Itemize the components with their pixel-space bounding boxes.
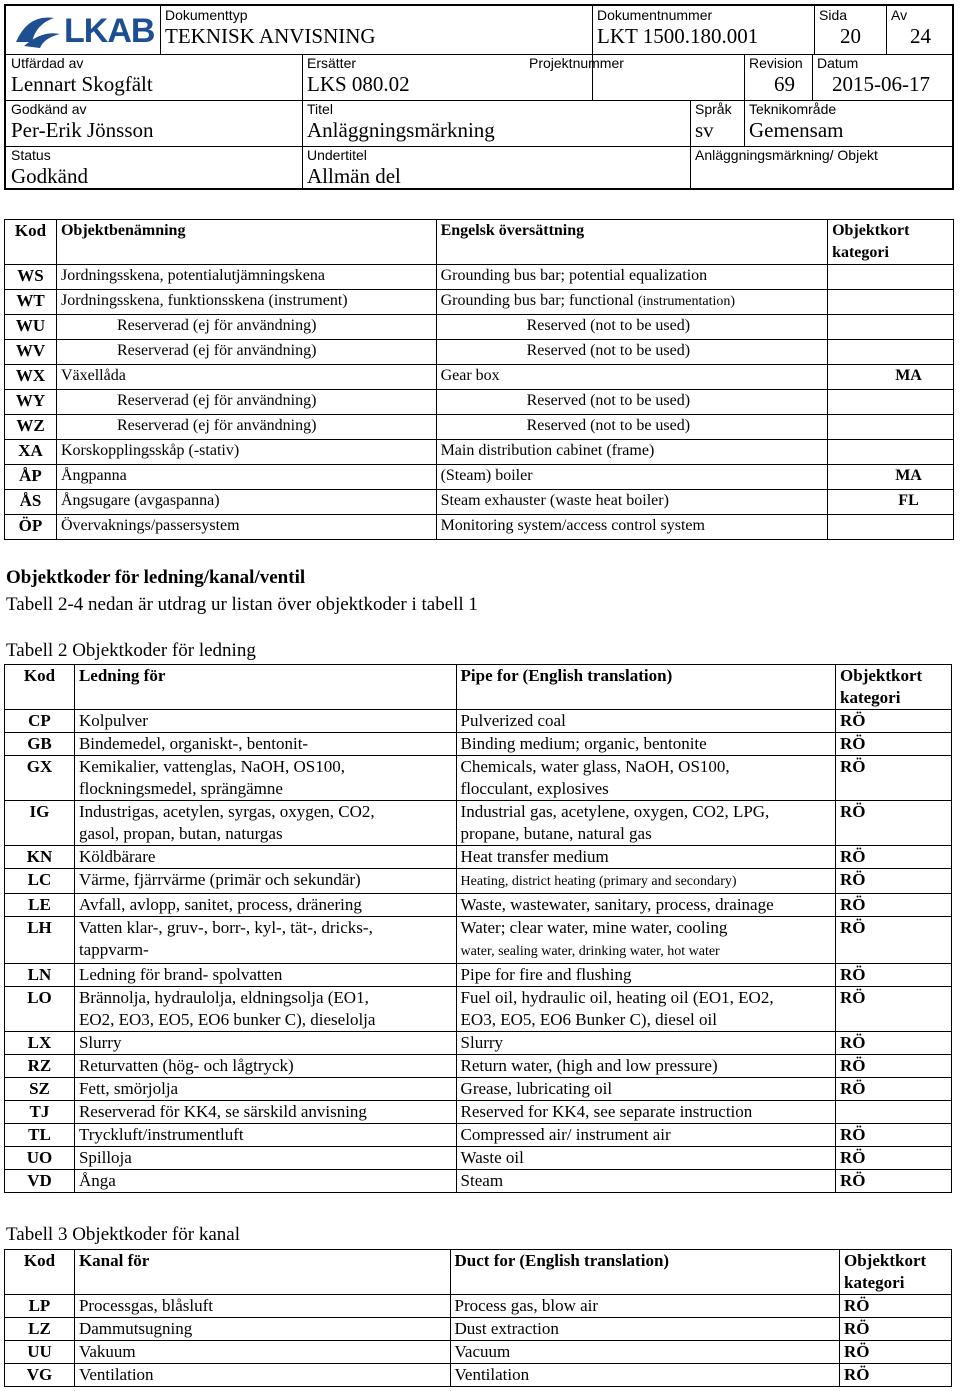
row-en — [456, 710, 835, 733]
table-row — [5, 1341, 952, 1364]
row-en — [456, 1078, 835, 1101]
table3-header-row — [5, 1250, 952, 1295]
subtitle-label: Undertitel — [307, 147, 367, 163]
row-en — [456, 1147, 835, 1170]
of-value: 24 — [910, 24, 931, 48]
row-kat — [828, 340, 954, 365]
table-row — [5, 964, 952, 987]
header-objektkort-line1: Objektkort — [832, 222, 910, 239]
row-kat — [828, 390, 954, 415]
row-sv-line: Industrigas, acetylen, syrgas, oxygen, CO2, — [78, 802, 375, 821]
row-code: XA — [5, 440, 57, 465]
row-en-line: Waste, wastewater, sanitary, process, drainage — [460, 895, 774, 914]
row-en — [456, 733, 835, 756]
table-row — [5, 415, 954, 440]
date-cell — [812, 54, 952, 100]
row-code: RZ — [5, 1055, 75, 1078]
row-en-line: Binding medium; organic, bentonite — [460, 734, 707, 753]
row-code: LE — [5, 894, 75, 917]
row-sv-line: Avfall, avlopp, sanitet, process, dränering — [78, 895, 362, 914]
row-en: Vacuum — [450, 1341, 840, 1364]
row-code: WS — [5, 265, 57, 290]
row-sv: Korskopplingsskåp (-stativ) — [56, 440, 436, 465]
table-row — [5, 1101, 952, 1124]
status-label: Status — [11, 147, 51, 163]
row-kat: RÖ — [836, 964, 952, 987]
row-sv: Reserverad (ej för användning) — [56, 415, 436, 440]
row-sv — [74, 801, 456, 846]
row-code: ÖP — [5, 515, 57, 540]
page-label: Sida — [819, 7, 848, 23]
row-en-line: Heating, district heating (primary and secondary) — [460, 874, 737, 889]
row-sv: Övervaknings/passersystem — [56, 515, 436, 540]
table3-caption: Tabell 3 Objektkoder för kanal — [6, 1224, 240, 1245]
table-row — [5, 987, 952, 1032]
row-code: VG — [5, 1364, 75, 1387]
row-code: WT — [5, 290, 57, 315]
lkab-logo — [14, 12, 164, 50]
row-sv-line: Brännolja, hydraulolja, eldningsolja (EO1, — [78, 988, 369, 1007]
title-cell — [302, 100, 690, 146]
row-en-line: water, sealing water, drinking water, hot water — [460, 944, 720, 959]
row-sv-line: EO2, EO3, EO5, EO6 bunker C), dieselolja — [78, 1010, 376, 1029]
row-en: Main distribution cabinet (frame) — [436, 440, 828, 465]
row-en — [456, 894, 835, 917]
header-ledning: Ledning för — [74, 665, 456, 710]
row-kat: RÖ — [836, 801, 952, 846]
row-sv-line: Slurry — [78, 1033, 122, 1052]
row-sv — [74, 846, 456, 869]
row-kat: RÖ — [836, 1124, 952, 1147]
row-code: ÅP — [5, 465, 57, 490]
section-heading: Objektkoder för ledning/kanal/ventil — [6, 567, 306, 588]
subtitle-cell — [302, 146, 690, 188]
header-kod: Kod — [5, 220, 57, 265]
row-sv-line: Bindemedel, organiskt-, bentonit- — [78, 734, 309, 753]
table-row — [5, 315, 954, 340]
row-code: GB — [5, 733, 75, 756]
row-en: Steam exhauster (waste heat boiler) — [436, 490, 828, 515]
row-code: SZ — [5, 1078, 75, 1101]
table-row — [5, 894, 952, 917]
tech-area-value: Gemensam — [749, 118, 844, 142]
row-en-line: Reserved for KK4, see separate instruction — [460, 1102, 753, 1121]
row-en — [456, 1170, 835, 1193]
row-kat: RÖ — [836, 917, 952, 964]
row-code: ÅS — [5, 490, 57, 515]
row-kat: RÖ — [836, 733, 952, 756]
table-row — [5, 1147, 952, 1170]
row-sv: Ventilation — [74, 1364, 450, 1387]
row-sv: Vakuum — [74, 1341, 450, 1364]
table-row — [5, 440, 954, 465]
row-en-line: Industrial gas, acetylene, oxygen, CO2, LPG, — [460, 802, 770, 821]
row-kat — [828, 315, 954, 340]
table-row — [5, 1170, 952, 1193]
header-kod: Kod — [5, 1250, 75, 1295]
language-value: sv — [695, 118, 714, 142]
replaces-value: LKS 080.02 — [307, 72, 410, 96]
row-en — [456, 1055, 835, 1078]
row-en-line: propane, butane, natural gas — [460, 824, 652, 843]
row-sv — [74, 1147, 456, 1170]
approved-by-cell — [6, 100, 302, 146]
header-objektkort — [840, 1250, 952, 1295]
row-en-line: Return water, (high and low pressure) — [460, 1056, 718, 1075]
row-sv: Växellåda — [56, 365, 436, 390]
table2-header-row — [5, 665, 952, 710]
row-code: LX — [5, 1032, 75, 1055]
doc-type-label: Dokumenttyp — [165, 7, 248, 23]
page-cell — [814, 6, 886, 54]
row-sv: Reserverad (ej för användning) — [56, 315, 436, 340]
row-sv: Ångsugare (avgaspanna) — [56, 490, 436, 515]
row-en — [456, 1032, 835, 1055]
replaces-label: Ersätter — [307, 55, 357, 71]
document-header — [4, 4, 954, 190]
row-sv — [74, 1078, 456, 1101]
object-code-table — [4, 219, 954, 540]
row-sv — [74, 917, 456, 964]
row-sv-line: Ånga — [78, 1171, 116, 1190]
row-kat: RÖ — [840, 1318, 952, 1341]
header-kod: Kod — [5, 665, 75, 710]
row-sv: Ångpanna — [56, 465, 436, 490]
row-sv — [74, 756, 456, 801]
table-row — [5, 917, 952, 964]
row-sv: Dammutsugning — [74, 1318, 450, 1341]
row-kat — [828, 515, 954, 540]
row-en-line: Grease, lubricating oil — [460, 1079, 613, 1098]
row-kat: RÖ — [840, 1341, 952, 1364]
table-row — [5, 265, 954, 290]
doc-number-label: Dokumentnummer — [597, 7, 713, 23]
row-en: Reserved (not to be used) — [436, 415, 828, 440]
row-sv-line: Köldbärare — [78, 847, 156, 866]
row-en — [456, 756, 835, 801]
header-objektbenamning: Objektbenämning — [56, 220, 436, 265]
table-row — [5, 733, 952, 756]
table-row — [5, 490, 954, 515]
row-code: LN — [5, 964, 75, 987]
row-code: GX — [5, 756, 75, 801]
row-en — [436, 290, 828, 315]
tech-area-cell — [744, 100, 952, 146]
date-label: Datum — [817, 55, 859, 71]
area-path-value: Anläggningsmärkning/ Objekt — [695, 147, 878, 163]
row-sv-line: Reserverad för KK4, se särskild anvisning — [78, 1102, 367, 1121]
row-kat — [828, 265, 954, 290]
row-en — [456, 801, 835, 846]
row-kat: RÖ — [840, 1364, 952, 1387]
row-sv — [74, 1170, 456, 1193]
header-objektkort-line2: kategori — [832, 244, 889, 261]
project-number-label: Projektnummer — [529, 55, 624, 71]
row-kat: RÖ — [836, 1147, 952, 1170]
row-sv-line: Kemikalier, vattenglas, NaOH, OS100, — [78, 757, 346, 776]
doc-type-cell — [160, 6, 592, 54]
row-sv — [74, 987, 456, 1032]
row-kat: RÖ — [836, 1078, 952, 1101]
row-en — [456, 1101, 835, 1124]
header-objektkort-line2: kategori — [840, 688, 901, 707]
row-sv-line: gasol, propan, butan, naturgas — [78, 824, 283, 843]
row-en — [456, 964, 835, 987]
row-en — [456, 987, 835, 1032]
row-en: Process gas, blow air — [450, 1295, 840, 1318]
row-sv — [74, 894, 456, 917]
row-sv: Jordningsskena, funktionsskena (instrument) — [56, 290, 436, 315]
row-sv — [74, 869, 456, 894]
title-value: Anläggningsmärkning — [307, 118, 495, 142]
header-duct: Duct for (English translation) — [450, 1250, 840, 1295]
row-en — [456, 917, 835, 964]
table-row — [5, 390, 954, 415]
header-engelsk: Engelsk översättning — [436, 220, 828, 265]
row-en-line: EO3, EO5, EO6 Bunker C), diesel oil — [460, 1010, 717, 1029]
table-row — [5, 1032, 952, 1055]
doc-type-value: TEKNISK ANVISNING — [165, 24, 376, 48]
date-value: 2015-06-17 — [832, 72, 930, 96]
doc-number-value: LKT 1500.180.001 — [597, 24, 759, 48]
row-code: IG — [5, 801, 75, 846]
row-sv-line: Vatten klar-, gruv-, borr-, kyl-, tät-, dricks-, — [78, 918, 373, 937]
row-sv: Jordningsskena, potentialutjämningskena — [56, 265, 436, 290]
header-objektkort-line2: kategori — [844, 1273, 905, 1292]
row-kat — [828, 415, 954, 440]
row-code: VD — [5, 1170, 75, 1193]
row-code: LZ — [5, 1318, 75, 1341]
row-en: Ventilation — [450, 1364, 840, 1387]
table-row — [5, 710, 952, 733]
row-en-line: Heat transfer medium — [460, 847, 609, 866]
duct-code-table — [4, 1249, 952, 1387]
row-en — [456, 869, 835, 894]
row-kat: RÖ — [836, 894, 952, 917]
row-en-small: (instrumentation) — [637, 294, 736, 309]
project-number-cell — [524, 54, 744, 100]
subtitle-value: Allmän del — [307, 164, 401, 188]
row-en-line: Steam — [460, 1171, 504, 1190]
row-kat — [836, 1101, 952, 1124]
row-en: (Steam) boiler — [436, 465, 828, 490]
row-kat: RÖ — [840, 1295, 952, 1318]
header-objektkort-line1: Objektkort — [844, 1251, 927, 1270]
row-en: Dust extraction — [450, 1318, 840, 1341]
status-value: Godkänd — [11, 164, 88, 188]
row-en: Reserved (not to be used) — [436, 340, 828, 365]
row-en-line: Pipe for fire and flushing — [460, 965, 632, 984]
title-label: Titel — [307, 101, 333, 117]
row-kat: RÖ — [836, 846, 952, 869]
table-row — [5, 465, 954, 490]
row-kat: RÖ — [836, 1032, 952, 1055]
row-sv-line: tappvarm- — [78, 940, 149, 959]
row-sv: Processgas, blåsluft — [74, 1295, 450, 1318]
row-en-line: Compressed air/ instrument air — [460, 1125, 671, 1144]
row-en: Gear box — [436, 365, 828, 390]
row-code: LO — [5, 987, 75, 1032]
table-row — [5, 1318, 952, 1341]
row-en — [456, 1124, 835, 1147]
table2-caption: Tabell 2 Objektkoder för ledning — [6, 640, 256, 661]
language-cell — [690, 100, 744, 146]
row-en-line: Slurry — [460, 1033, 504, 1052]
table-row — [5, 365, 954, 390]
row-kat: FL — [828, 490, 954, 515]
row-sv — [74, 1101, 456, 1124]
of-label: Av — [891, 7, 908, 23]
approved-by-label: Godkänd av — [11, 101, 87, 117]
row-en: Reserved (not to be used) — [436, 390, 828, 415]
row-sv-line: Tryckluft/instrumentluft — [78, 1125, 244, 1144]
row-kat: RÖ — [836, 1055, 952, 1078]
header-objektkort — [836, 665, 952, 710]
row-sv-line: Spilloja — [78, 1148, 132, 1167]
tech-area-label: Teknikområde — [749, 101, 837, 117]
row-en-line: Fuel oil, hydraulic oil, heating oil (EO1, EO2, — [460, 988, 774, 1007]
row-sv: Reserverad (ej för användning) — [56, 340, 436, 365]
row-en: Grounding bus bar; potential equalization — [436, 265, 828, 290]
row-kat: RÖ — [836, 987, 952, 1032]
row-sv — [74, 1055, 456, 1078]
row-en: Monitoring system/access control system — [436, 515, 828, 540]
row-code: WU — [5, 315, 57, 340]
header-kanal: Kanal för — [74, 1250, 450, 1295]
row-en-line: Pulverized coal — [460, 711, 566, 730]
row-code: WX — [5, 365, 57, 390]
table-row — [5, 290, 954, 315]
row-sv — [74, 964, 456, 987]
lkab-logo-icon — [14, 12, 62, 50]
section-intro: Tabell 2-4 nedan är utdrag ur listan över objektkoder i tabell 1 — [6, 594, 478, 615]
row-kat — [828, 290, 954, 315]
row-code: TJ — [5, 1101, 75, 1124]
page-value: 20 — [840, 24, 861, 48]
row-code: LP — [5, 1295, 75, 1318]
area-path-cell — [690, 146, 952, 188]
row-kat: RÖ — [836, 710, 952, 733]
row-kat: RÖ — [836, 1170, 952, 1193]
row-sv — [74, 1124, 456, 1147]
row-sv-line: Fett, smörjolja — [78, 1079, 179, 1098]
row-kat: MA — [828, 365, 954, 390]
doc-number-cell — [592, 6, 814, 54]
row-sv-line: Kolpulver — [78, 711, 148, 730]
row-sv — [74, 710, 456, 733]
pipe-code-table — [4, 664, 952, 1193]
row-kat: RÖ — [836, 869, 952, 894]
row-sv — [74, 733, 456, 756]
row-code: WY — [5, 390, 57, 415]
issued-by-label: Utfärdad av — [11, 55, 84, 71]
row-sv: Reserverad (ej för användning) — [56, 390, 436, 415]
table-row — [5, 756, 952, 801]
approved-by-value: Per-Erik Jönsson — [11, 118, 154, 142]
table-row — [5, 340, 954, 365]
row-sv — [74, 1032, 456, 1055]
header-objektkort-line1: Objektkort — [840, 666, 923, 685]
row-sv-line: Returvatten (hög- och lågtryck) — [78, 1056, 294, 1075]
row-sv-line: Värme, fjärrvärme (primär och sekundär) — [78, 870, 361, 889]
table-row — [5, 515, 954, 540]
language-label: Språk — [695, 101, 732, 117]
row-en-main: Grounding bus bar; functional — [440, 292, 634, 309]
table-row — [5, 1364, 952, 1387]
row-code: WZ — [5, 415, 57, 440]
row-code: LC — [5, 869, 75, 894]
of-cell — [886, 6, 952, 54]
row-code: WV — [5, 340, 57, 365]
table1-header-row — [5, 220, 954, 265]
header-objektkort — [828, 220, 954, 265]
table-row — [5, 801, 952, 846]
revision-cell — [744, 54, 812, 100]
row-en-line: Water; clear water, mine water, cooling — [460, 918, 728, 937]
table-row — [5, 1295, 952, 1318]
header-pipe: Pipe for (English translation) — [456, 665, 835, 710]
issued-by-cell — [6, 54, 302, 100]
row-code: CP — [5, 710, 75, 733]
row-code: TL — [5, 1124, 75, 1147]
revision-label: Revision — [749, 55, 803, 71]
logo-text: LKAB — [64, 12, 155, 50]
row-en — [456, 846, 835, 869]
row-kat: MA — [828, 465, 954, 490]
row-en-line: flocculant, explosives — [460, 779, 609, 798]
row-kat: RÖ — [836, 756, 952, 801]
row-code: KN — [5, 846, 75, 869]
row-kat — [828, 440, 954, 465]
table-row — [5, 1078, 952, 1101]
row-sv-line: Ledning för brand- spolvatten — [78, 965, 283, 984]
row-en-line: Chemicals, water glass, NaOH, OS100, — [460, 757, 730, 776]
row-en: Reserved (not to be used) — [436, 315, 828, 340]
row-code: UO — [5, 1147, 75, 1170]
table-row — [5, 1055, 952, 1078]
status-cell — [6, 146, 302, 188]
table-row — [5, 869, 952, 894]
row-en-line: Waste oil — [460, 1148, 524, 1167]
row-code: LH — [5, 917, 75, 964]
table-row — [5, 846, 952, 869]
table-row — [5, 1124, 952, 1147]
issued-by-value: Lennart Skogfält — [11, 72, 153, 96]
revision-value: 69 — [774, 72, 795, 96]
row-sv-line: flockningsmedel, sprängämne — [78, 779, 283, 798]
row-code: UU — [5, 1341, 75, 1364]
